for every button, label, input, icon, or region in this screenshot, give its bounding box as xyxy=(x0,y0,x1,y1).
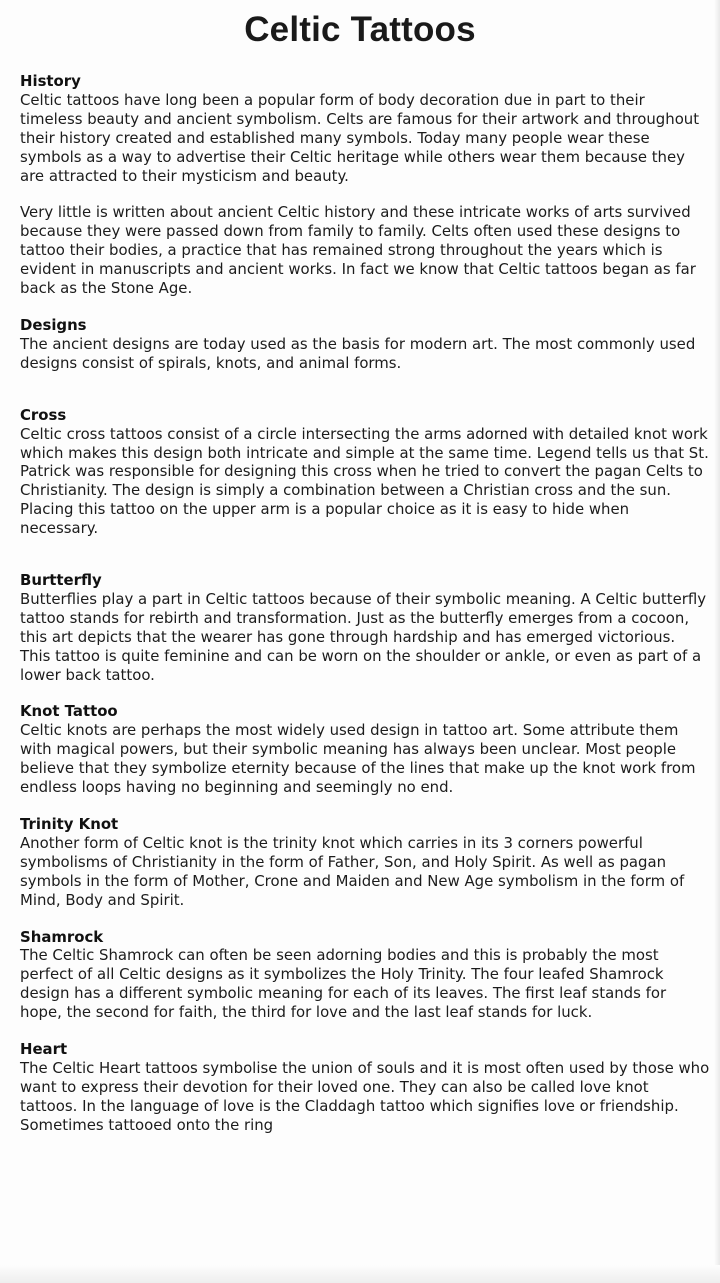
section-paragraph: Celtic cross tattoos consist of a circle intersecting the arms adorned with detailed knot work which makes this design both intricate and simple at the same time. Legend tells us that St. Patrick was responsible for designing this cross when he tried to convert the pagan Celts to Christianity. The design is simply a combination between a Christian cross and the sun. Placing this tattoo on the upper arm is a popular choice as it is easy to hide when necessary. xyxy=(20,424,709,538)
section-paragraph: Another form of Celtic knot is the trinity knot which carries in its 3 corners powerful symbolisms of Christianity in the form of Father, Son, and Holy Spirit. As well as pagan symbols in the form of Mother, Crone and Maiden and New Age symbolism in the form of Mind, Body and Spirit. xyxy=(20,833,685,909)
section-heart xyxy=(20,1040,710,1135)
article-body xyxy=(20,72,710,1135)
page-edge-shadow xyxy=(714,0,720,1283)
section-heading: Designs xyxy=(20,315,87,334)
section-shamrock xyxy=(20,928,710,1023)
section-heading: Heart xyxy=(20,1040,68,1059)
section-paragraph: Celtic knots are perhaps the most widely used design in tattoo art. Some attribute them with magical powers, but their symbolic meaning has always been unclear. Most people believe that they symbolize eternity because of the lines that make up the knot work from endless loops having no beginning and seemingly no end. xyxy=(20,721,696,797)
section-heading: Shamrock xyxy=(20,927,104,946)
section-paragraph: The ancient designs are today used as the basis for modern art. The most commonly used designs consist of spirals, knots, and animal forms. xyxy=(20,334,696,372)
section-heading: History xyxy=(20,72,81,90)
section-cross xyxy=(20,406,710,538)
section-heading: Trinity Knot xyxy=(20,815,119,833)
section-paragraph: The Celtic Shamrock can often be seen adorning bodies and this is probably the most perfect of all Celtic designs as it symbolizes the Holy Trinity. The four leafed Shamrock design has a different symbolic meaning for each of its leaves. The first leaf stands for hope, the second for faith, the third for love and the last leaf stands for luck. xyxy=(20,946,667,1022)
section-designs xyxy=(20,316,710,373)
page-bottom-edge xyxy=(0,1265,720,1283)
section-trinity-knot xyxy=(20,815,710,910)
section-heading: Cross xyxy=(20,405,67,424)
section-paragraph: Butterflies play a part in Celtic tattoos because of their symbolic meaning. A Celtic butterfly tattoo stands for rebirth and transformation. Just as the butterfly emerges from a cocoon, this art depicts that the wearer has gone through hardship and has emerged victorious. This tattoo is quite feminine and can be worn on the shoulder or ankle, or even as part of a lower back tattoo. xyxy=(20,589,707,684)
page-title: Celtic Tattoos xyxy=(244,10,476,49)
section-knot-tattoo xyxy=(20,702,710,797)
section-paragraph: Celtic tattoos have long been a popular form of body decoration due in part to their timeless beauty and ancient symbolism. Celts are famous for their artwork and throughout their history created and established many symbols. Today many people wear these symbols as a way to advertise their Celtic heritage while others wear them because they are attracted to their mysticism and beauty. xyxy=(20,90,700,185)
section-history xyxy=(20,72,710,298)
section-paragraph: The Celtic Heart tattoos symbolise the union of souls and it is most often used by those who want to express their devotion for their loved one. They can also be called love knot tattoos. In the language of love is the Claddagh tattoo which signifies love or friendship. Sometimes tattooed onto the ring xyxy=(20,1058,710,1134)
section-heading: Knot Tattoo xyxy=(20,702,118,721)
section-paragraph: Very little is written about ancient Celtic history and these intricate works of arts survived because they were passed down from family to family. Celts often used these designs to tattoo their bodies, a practice that has remained strong throughout the years which is evident in manuscripts and ancient works. In fact we know that Celtic tattoos began as far back as the Stone Age. xyxy=(20,203,696,298)
section-butterfly xyxy=(20,571,710,684)
section-heading: Burtterfly xyxy=(20,571,102,590)
